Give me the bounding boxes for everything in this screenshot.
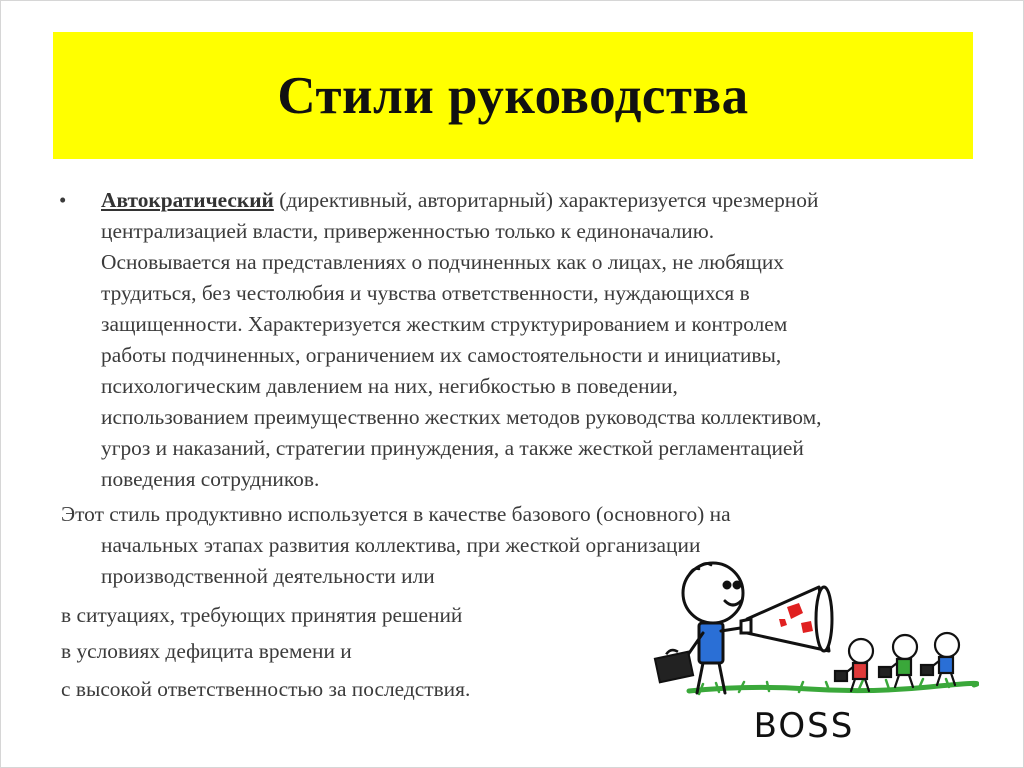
slide-title: Стили руководства xyxy=(277,66,749,125)
paragraph-line: начальных этапах развития коллектива, при жесткой организации xyxy=(101,533,701,557)
grass-icon xyxy=(689,679,977,694)
lead-term: Автократический xyxy=(101,188,274,212)
boss-caption: BOSS xyxy=(753,706,855,746)
follower-figure-icon xyxy=(835,639,873,691)
title-band xyxy=(53,32,973,159)
bullet-first-line xyxy=(101,185,981,216)
bullet-marker: • xyxy=(59,188,67,212)
bullet-line: Основывается на представлениях о подчиненных как о лицах, не любящих xyxy=(101,250,784,274)
paragraph-line: Этот стиль продуктивно используется в качестве базового (основного) на xyxy=(61,502,731,526)
bullet-line: поведения сотрудников. xyxy=(101,467,320,491)
bullet-line: угроз и наказаний, стратегии принуждения, а также жесткой регламентацией xyxy=(101,436,804,460)
bullet-autocratic xyxy=(101,185,981,495)
follower-figure-icon xyxy=(879,635,917,687)
situation-line: в условиях дефицита времени и xyxy=(61,639,352,663)
bullet-line: защищенности. Характеризуется жестким структурированием и контролем xyxy=(101,312,788,336)
first-line-rest: (директивный, авторитарный) характеризуется чрезмерной xyxy=(273,188,819,212)
briefcase-icon xyxy=(655,649,693,682)
bullet-line: работы подчиненных, ограничением их самостоятельности и инициативы, xyxy=(101,343,782,367)
bullet-line: централизацией власти, приверженностью только к единоначалию. xyxy=(101,219,715,243)
situation-line: с высокой ответственностью за последствия. xyxy=(61,677,471,701)
bullet-line: трудиться, без честолюбия и чувства ответственности, нуждающихся в xyxy=(101,281,750,305)
megaphone-icon xyxy=(741,587,832,651)
paragraph-line: производственной деятельности или xyxy=(101,564,435,588)
follower-figure-icon xyxy=(921,633,959,685)
bullet-line: использованием преимущественно жестких методов руководства коллективом, xyxy=(101,405,822,429)
situation-line: в ситуациях, требующих принятия решений xyxy=(61,603,463,627)
boss-megaphone-illustration xyxy=(629,561,979,751)
bullet-line: психологическим давлением на них, негибкостью в поведении, xyxy=(101,374,678,398)
